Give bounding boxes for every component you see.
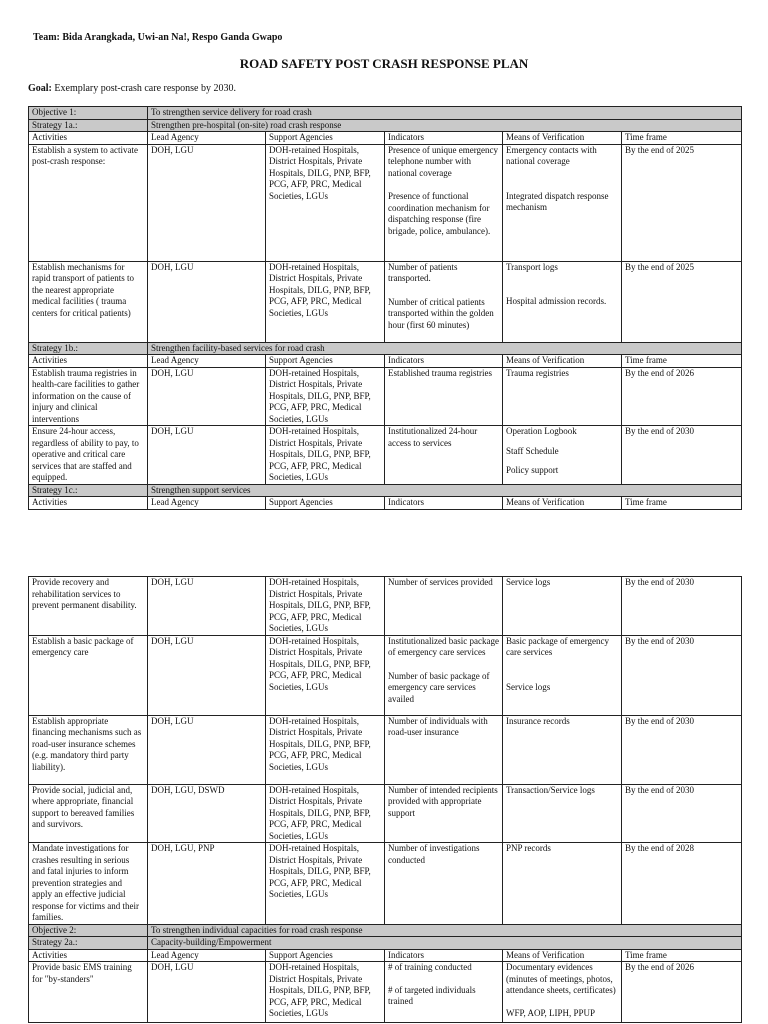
col-header-means-of-verification: Means of Verification [503,132,622,145]
activity-cell: Establish trauma registries in health-care facilities to gather information on the cause of injury and clinical interventions [29,367,148,426]
col-header-time-frame: Time frame [622,949,742,962]
lead-agency-cell: DOH, LGU [148,577,266,636]
col-header-activities: Activities [29,132,148,145]
indicators-cell: Institutionalized 24-hour access to services [385,426,503,485]
support-agencies-cell: DOH-retained Hospitals, District Hospitals, Private Hospitals, DILG, PNP, BFP, PCG, AFP, PRC, Medical Societies, LGUs [266,715,385,784]
col-header-lead-agency: Lead Agency [148,497,266,510]
indicator-text: Number of basic package of emergency care services availed [388,670,490,704]
indicators-cell [385,962,503,1023]
indicators-cell: Number of intended recipients provided with appropriate support [385,784,503,843]
strategy-label: Strategy 1a.: [29,119,148,132]
strategy-label: Strategy 1c.: [29,484,148,497]
indicator-text: Number of patients transported. [388,261,458,283]
table-row [29,367,742,426]
col-header-support-agencies: Support Agencies [266,497,385,510]
indicators-cell [385,635,503,715]
col-header-means-of-verification: Means of Verification [503,355,622,368]
verification-cell: Service logs [503,577,622,636]
objective-text: To strengthen individual capacities for road crash response [148,924,742,937]
indicator-text: Institutionalized basic package of emergency care services [388,635,499,657]
time-frame-cell: By the end of 2026 [622,367,742,426]
support-agencies-cell: DOH-retained Hospitals, District Hospitals, Private Hospitals, DILG, PNP, BFP, PCG, AFP, PRC, Medical Societies, LGUs [266,784,385,843]
time-frame-cell: By the end of 2030 [622,784,742,843]
col-header-means-of-verification: Means of Verification [503,949,622,962]
objective-row [29,107,742,120]
time-frame-cell: By the end of 2025 [622,144,742,261]
page-title: ROAD SAFETY POST CRASH RESPONSE PLAN [239,56,529,71]
lead-agency-cell: DOH, LGU, DSWD [148,784,266,843]
indicator-text: Presence of functional coordination mechanism for dispatching response (fire brigade, police, ambulance). [388,191,491,236]
verification-text: Basic package of emergency care services [506,635,610,657]
col-header-time-frame: Time frame [622,355,742,368]
col-header-lead-agency: Lead Agency [148,949,266,962]
plan-table-part-2 [28,576,742,1023]
time-frame-cell: By the end of 2030 [622,426,742,485]
verification-text: Operation Logbook [506,426,577,436]
objective-row [29,924,742,937]
strategy-label: Strategy 1b.: [29,342,148,355]
verification-text: Staff Schedule [506,445,559,456]
verification-text: Service logs [506,681,551,692]
col-header-support-agencies: Support Agencies [266,132,385,145]
indicator-text: # of training conducted [388,962,472,972]
col-header-activities: Activities [29,497,148,510]
table-row [29,577,742,636]
col-header-activities: Activities [29,949,148,962]
indicators-cell: Number of investigations conducted [385,843,503,925]
activity-cell: Ensure 24-hour access, regardless of ability to pay, to operative and critical care services that are staffed and equipped. [29,426,148,485]
indicators-cell [385,261,503,342]
table-row [29,843,742,925]
time-frame-cell: By the end of 2025 [622,261,742,342]
support-agencies-cell: DOH-retained Hospitals, District Hospitals, Private Hospitals, DILG, PNP, BFP, PCG, AFP, PRC, Medical Societies, LGUs [266,144,385,261]
verification-text: Policy support [506,465,559,475]
time-frame-cell: By the end of 2026 [622,962,742,1023]
indicator-text: Presence of unique emergency telephone number with national coverage [388,144,499,178]
strategy-row [29,119,742,132]
activity-cell: Provide recovery and rehabilitation services to prevent permanent disability. [29,577,148,636]
lead-agency-cell: DOH, LGU [148,426,266,485]
goal-label: Goal: [28,83,52,94]
verification-cell [503,144,622,261]
strategy-text: Capacity-building/Empowerment [148,937,742,950]
indicators-cell: Number of services provided [385,577,503,636]
column-header-row [29,949,742,962]
activity-cell: Establish a system to activate post-crash response: [29,144,148,261]
verification-cell: PNP records [503,843,622,925]
strategy-row [29,484,742,497]
table-row [29,261,742,342]
table-row [29,784,742,843]
col-header-lead-agency: Lead Agency [148,132,266,145]
lead-agency-cell: DOH, LGU, PNP [148,843,266,925]
table-row [29,635,742,715]
verification-text: Hospital admission records. [506,296,607,306]
plan-table-part-1 [28,106,742,510]
time-frame-cell: By the end of 2030 [622,635,742,715]
lead-agency-cell: DOH, LGU [148,367,266,426]
col-header-support-agencies: Support Agencies [266,355,385,368]
strategy-text: Strengthen support services [148,484,742,497]
strategy-text: Strengthen facility-based services for road crash [148,342,742,355]
verification-cell: Insurance records [503,715,622,784]
objective-text: To strengthen service delivery for road crash [148,107,742,120]
verification-cell: Transaction/Service logs [503,784,622,843]
col-header-time-frame: Time frame [622,497,742,510]
team-line: Team: Bida Arangkada, Uwi-an Na!, Respo Ganda Gwapo [33,32,283,43]
col-header-indicators: Indicators [385,355,503,368]
support-agencies-cell: DOH-retained Hospitals, District Hospitals, Private Hospitals, DILG, PNP, BFP, PCG, AFP, PRC, Medical Societies, LGUs [266,367,385,426]
objective-label: Objective 2: [29,924,148,937]
activity-cell: Provide basic EMS training for "by-standers" [29,962,148,1023]
col-header-indicators: Indicators [385,132,503,145]
activity-cell: Establish mechanisms for rapid transport of patients to the nearest appropriate medical facilities ( trauma centers for critical patients) [29,261,148,342]
lead-agency-cell: DOH, LGU [148,144,266,261]
time-frame-cell: By the end of 2028 [622,843,742,925]
table-row [29,962,742,1023]
activity-cell: Mandate investigations for crashes resulting in serious and fatal injuries to inform prevention strategies and apply an effective judicial response for victims and their families. [29,843,148,925]
column-header-row [29,355,742,368]
indicators-cell: Number of individuals with road-user insurance [385,715,503,784]
col-header-indicators: Indicators [385,949,503,962]
table-row [29,144,742,261]
support-agencies-cell: DOH-retained Hospitals, District Hospitals, Private Hospitals, DILG, PNP, BFP, PCG, AFP, PRC, Medical Societies, LGUs [266,962,385,1023]
col-header-lead-agency: Lead Agency [148,355,266,368]
time-frame-cell: By the end of 2030 [622,715,742,784]
goal-line [28,83,236,94]
verification-cell [503,261,622,342]
support-agencies-cell: DOH-retained Hospitals, District Hospitals, Private Hospitals, DILG, PNP, BFP, PCG, AFP, PRC, Medical Societies, LGUs [266,426,385,485]
activity-cell: Establish a basic package of emergency care [29,635,148,715]
support-agencies-cell: DOH-retained Hospitals, District Hospitals, Private Hospitals, DILG, PNP, BFP, PCG, AFP, PRC, Medical Societies, LGUs [266,843,385,925]
strategy-row [29,342,742,355]
lead-agency-cell: DOH, LGU [148,635,266,715]
col-header-support-agencies: Support Agencies [266,949,385,962]
activity-cell: Establish appropriate financing mechanisms such as road-user insurance schemes (e.g. mandatory third party liability). [29,715,148,784]
indicator-text: Number of critical patients transported within the golden hour (first 60 minutes) [388,296,494,330]
support-agencies-cell: DOH-retained Hospitals, District Hospitals, Private Hospitals, DILG, PNP, BFP, PCG, AFP, PRC, Medical Societies, LGUs [266,261,385,342]
verification-text: WFP, AOP, LIPH, PPUP [506,1007,596,1018]
column-header-row [29,497,742,510]
col-header-activities: Activities [29,355,148,368]
activity-cell: Provide social, judicial and, where appropriate, financial support to bereaved families and survivors. [29,784,148,843]
lead-agency-cell: DOH, LGU [148,962,266,1023]
column-header-row [29,132,742,145]
lead-agency-cell: DOH, LGU [148,715,266,784]
indicator-text: # of targeted individuals trained [388,984,476,1006]
goal-text: Exemplary post-crash care response by 2030. [54,83,236,94]
strategy-row [29,937,742,950]
strategy-label: Strategy 2a.: [29,937,148,950]
verification-cell [503,426,622,485]
support-agencies-cell: DOH-retained Hospitals, District Hospitals, Private Hospitals, DILG, PNP, BFP, PCG, AFP, PRC, Medical Societies, LGUs [266,577,385,636]
verification-text: Documentary evidences (minutes of meetings, photos, attendance sheets, certificates) [506,962,616,995]
verification-cell: Trauma registries [503,367,622,426]
verification-text: Transport logs [506,261,558,272]
col-header-time-frame: Time frame [622,132,742,145]
col-header-means-of-verification: Means of Verification [503,497,622,510]
verification-cell [503,635,622,715]
lead-agency-cell: DOH, LGU [148,261,266,342]
strategy-text: Strengthen pre-hospital (on-site) road crash response [148,119,742,132]
table-row [29,715,742,784]
support-agencies-cell: DOH-retained Hospitals, District Hospitals, Private Hospitals, DILG, PNP, BFP, PCG, AFP, PRC, Medical Societies, LGUs [266,635,385,715]
verification-text: Integrated dispatch response mechanism [506,190,609,212]
verification-cell [503,962,622,1023]
verification-text: Emergency contacts with national coverage [506,144,597,166]
objective-label: Objective 1: [29,107,148,120]
col-header-indicators: Indicators [385,497,503,510]
time-frame-cell: By the end of 2030 [622,577,742,636]
table-row [29,426,742,485]
indicators-cell [385,144,503,261]
indicators-cell: Established trauma registries [385,367,503,426]
